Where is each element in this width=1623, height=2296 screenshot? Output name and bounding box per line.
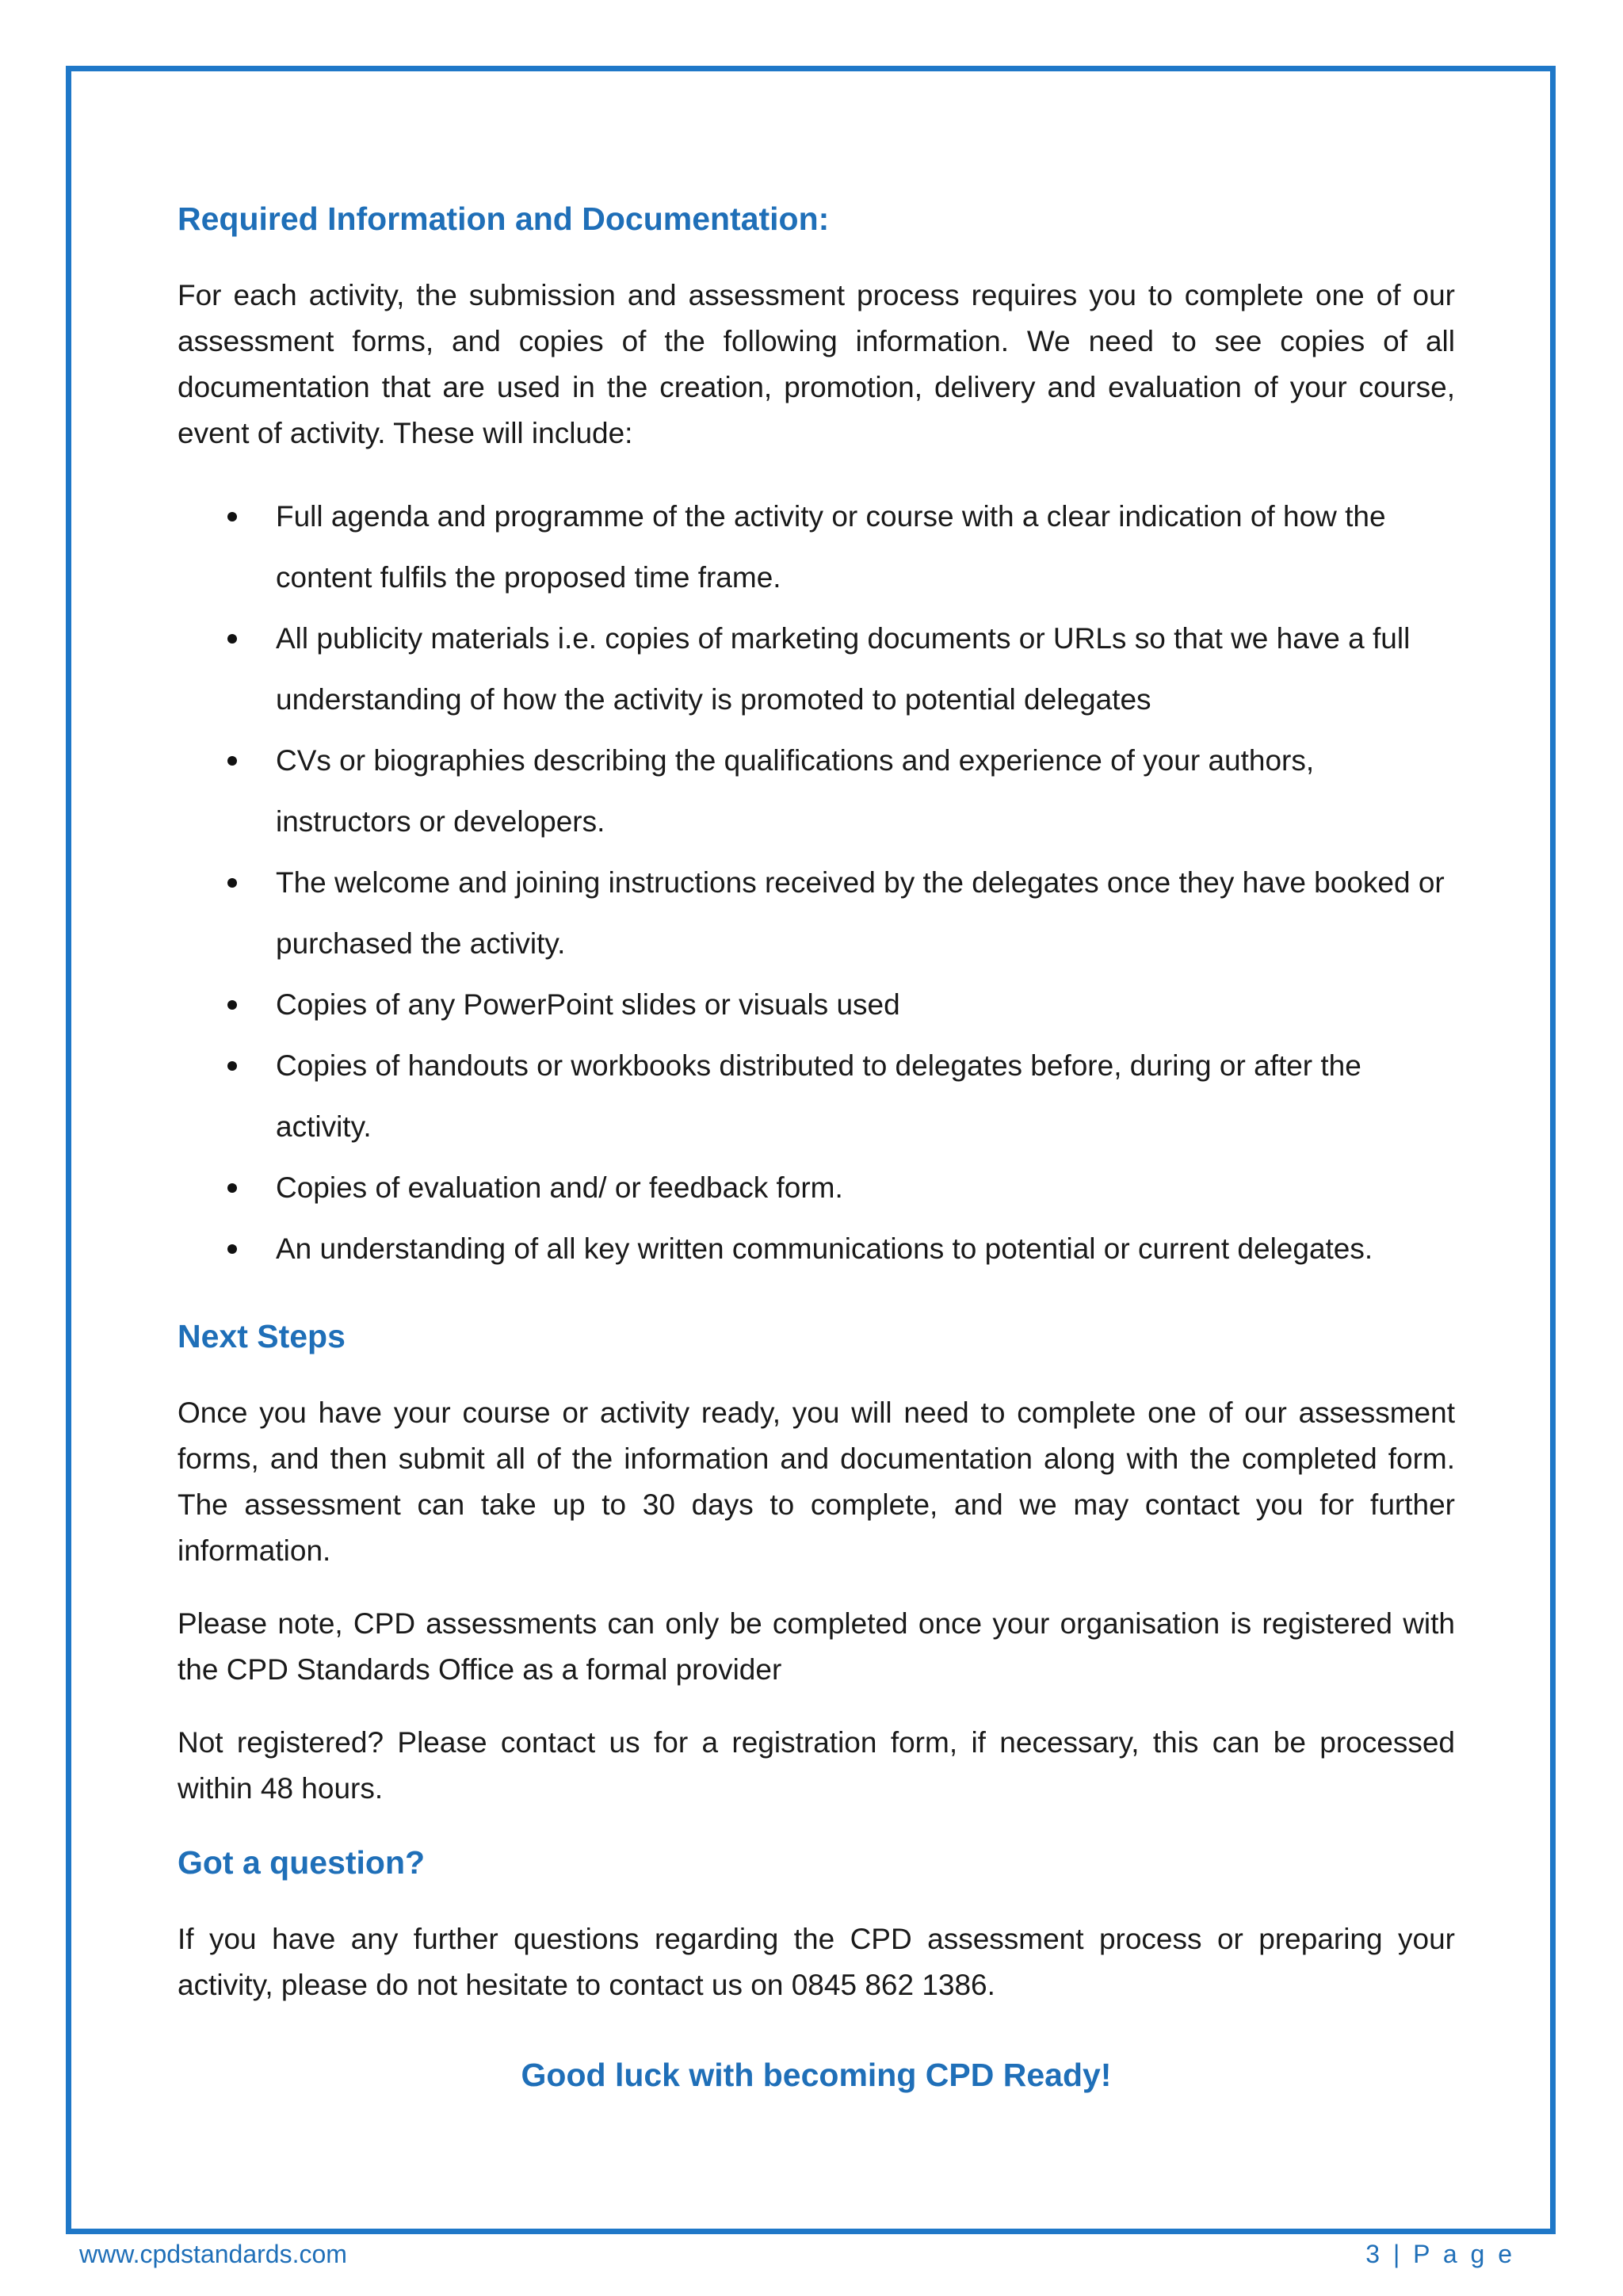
list-item-text: Copies of any PowerPoint slides or visuals used: [276, 988, 900, 1021]
list-item-text: Full agenda and programme of the activity or course with a clear indication of how the content fulfils the proposed time frame.: [276, 500, 1386, 594]
list-item-text: The welcome and joining instructions received by the delegates once they have booked or purchased the activity.: [276, 866, 1445, 960]
paragraph-next-steps-2: Please note, CPD assessments can only be completed once your organisation is registered with the CPD Standards Office as a formal provider: [178, 1607, 1455, 1686]
list-item-text: Copies of handouts or workbooks distributed to delegates before, during or after the activity.: [276, 1049, 1361, 1143]
bullet-icon: [227, 1061, 237, 1071]
heading-next-steps: Next Steps: [178, 1318, 346, 1354]
bullet-icon: [227, 756, 237, 766]
list-item-text: An understanding of all key written communications to potential or current delegates.: [276, 1232, 1373, 1265]
list-item: [178, 852, 1455, 974]
bullet-icon: [227, 1000, 237, 1010]
heading-got-a-question: Got a question?: [178, 1844, 426, 1881]
bullet-icon: [227, 1244, 237, 1254]
list-item: [178, 1157, 1455, 1218]
list-item: [178, 486, 1455, 608]
documentation-list: [178, 486, 1455, 1279]
paragraph-contact: If you have any further questions regarding the CPD assessment process or preparing your activity, please do not hesitate to contact us on 0845 862 1386.: [178, 1923, 1455, 2001]
footer-website-link[interactable]: www.cpdstandards.com: [79, 2240, 347, 2268]
paragraph-intro: For each activity, the submission and assessment process requires you to complete one of our assessment forms, and copies of the following information. We need to see copies of all documentation that are used in the creation, promotion, delivery and evaluation of your course, event of activity. These will include:: [178, 279, 1455, 449]
heading-required-information: Required Information and Documentation:: [178, 201, 830, 237]
list-item: [178, 608, 1455, 730]
paragraph-next-steps-1: Once you have your course or activity ready, you will need to complete one of our assessment forms, and then submit all of the information and documentation along with the completed form. The assessment can take up to 30 days to complete, and we may contact you for further information.: [178, 1396, 1455, 1567]
bullet-icon: [227, 512, 237, 521]
footer-page-number: 3 | P a g e: [1365, 2240, 1515, 2268]
page-content: [178, 197, 1455, 2097]
list-item: [178, 730, 1455, 852]
bullet-icon: [227, 1183, 237, 1193]
list-item-text: All publicity materials i.e. copies of marketing documents or URLs so that we have a full understanding of how the activity is promoted to potential delegates: [276, 622, 1411, 716]
bullet-icon: [227, 878, 237, 888]
list-item-text: Copies of evaluation and/ or feedback form.: [276, 1171, 843, 1204]
closing-message: Good luck with becoming CPD Ready!: [521, 2057, 1112, 2093]
list-item: [178, 1035, 1455, 1157]
bullet-icon: [227, 634, 237, 644]
paragraph-next-steps-3: Not registered? Please contact us for a registration form, if necessary, this can be processed within 48 hours.: [178, 1726, 1455, 1805]
list-item: [178, 1218, 1455, 1279]
list-item-text: CVs or biographies describing the qualifications and experience of your authors, instructors or developers.: [276, 744, 1315, 838]
list-item: [178, 974, 1455, 1035]
